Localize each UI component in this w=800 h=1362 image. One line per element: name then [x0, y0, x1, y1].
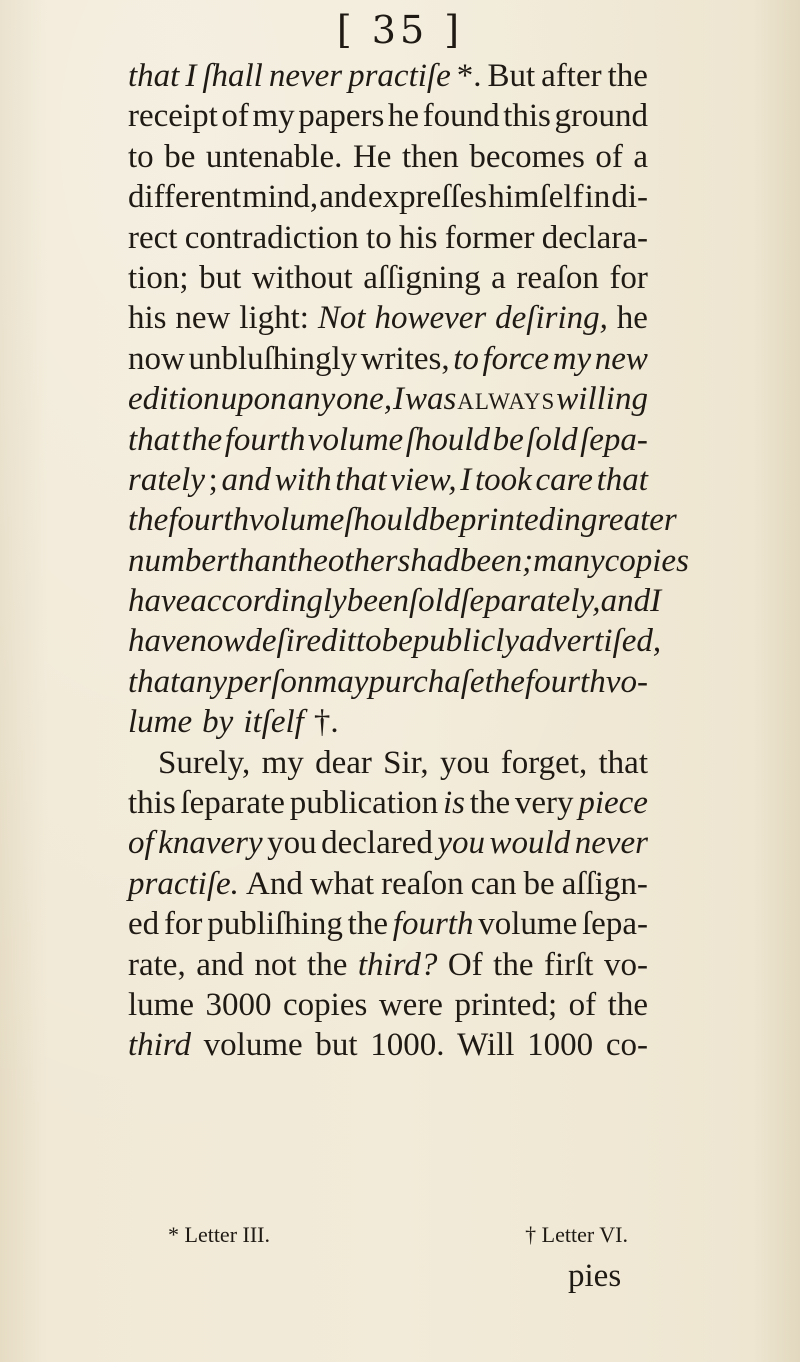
word: becomes	[469, 138, 585, 175]
word: be	[492, 421, 524, 458]
word: he	[616, 300, 648, 337]
word: the	[607, 986, 648, 1023]
word: aſſigning	[363, 259, 481, 296]
word: for	[163, 906, 203, 943]
word: ſhall	[202, 58, 263, 94]
word: you	[267, 825, 317, 862]
word: 1000.	[370, 1027, 445, 1064]
text-line	[128, 702, 648, 742]
word: the	[181, 421, 223, 458]
word: be	[428, 502, 460, 539]
text-line	[128, 945, 648, 985]
word: this	[503, 98, 551, 135]
word: the	[128, 502, 169, 539]
word: to	[366, 219, 392, 256]
word: publication	[289, 785, 439, 822]
word: new	[594, 340, 648, 377]
word: himſelf	[488, 179, 584, 216]
page-number: [ 35 ]	[336, 8, 464, 52]
word: of	[595, 138, 623, 175]
word: my	[552, 340, 592, 377]
text-line	[128, 864, 648, 904]
word: took	[474, 461, 532, 498]
word: untenable.	[205, 138, 343, 175]
word: †.	[313, 704, 339, 741]
word: to	[355, 623, 382, 660]
word: papers	[298, 98, 385, 135]
word: be	[381, 623, 413, 660]
word: accordingly	[190, 583, 347, 620]
word: the	[607, 58, 648, 94]
word: have	[128, 583, 191, 620]
word: ſeparately,	[460, 583, 601, 620]
word: fourth	[168, 502, 250, 539]
word: that	[598, 744, 648, 781]
word: and	[221, 461, 272, 498]
word: very	[514, 785, 574, 822]
word: in	[555, 502, 581, 539]
word: that	[596, 461, 648, 498]
word: contradiction	[184, 219, 359, 256]
word: and	[600, 583, 651, 620]
word: expreſſes	[368, 179, 488, 216]
word: that	[128, 421, 180, 458]
word: a	[633, 138, 648, 175]
word: publicly	[412, 623, 520, 660]
word: been	[346, 583, 409, 620]
word: former	[444, 219, 535, 256]
word: unbluſhingly	[188, 340, 358, 377]
text-line	[128, 985, 648, 1025]
word: the	[493, 946, 534, 983]
word: Sir,	[383, 744, 429, 781]
word: you	[437, 825, 486, 862]
word: was	[404, 381, 457, 418]
word: third?	[357, 946, 438, 983]
text-line	[128, 379, 648, 419]
text-line	[128, 177, 648, 217]
footnote-letter-iii: * Letter III.	[168, 1222, 270, 1247]
word: mind,	[242, 179, 319, 216]
body-text	[128, 56, 689, 1066]
word: by	[202, 704, 234, 741]
word: of	[568, 986, 597, 1023]
text-line	[128, 56, 648, 96]
word: not	[254, 946, 297, 983]
text-line	[128, 258, 648, 298]
word: be	[164, 138, 196, 175]
word: copies	[604, 542, 689, 579]
word: a	[491, 259, 506, 296]
word: 1000	[527, 1027, 594, 1064]
word: would	[489, 825, 571, 862]
text-line	[128, 783, 648, 823]
word: his	[128, 300, 167, 337]
word: and	[319, 179, 367, 216]
text-line	[128, 823, 648, 863]
word: but	[315, 1027, 358, 1064]
word: lume	[128, 986, 194, 1023]
word: rately	[128, 461, 205, 498]
word: any	[179, 663, 228, 700]
word: deſiring,	[495, 300, 608, 337]
word: firſt	[543, 946, 594, 983]
word: forget,	[500, 744, 588, 781]
word: you	[439, 744, 490, 781]
word: publiſhing	[207, 906, 343, 943]
word: ſepa-	[580, 421, 648, 458]
word: I	[460, 461, 472, 498]
word: but	[199, 259, 242, 296]
word: practiſe	[348, 58, 451, 94]
word: he	[387, 98, 420, 135]
text-line	[128, 137, 648, 177]
word: it	[337, 623, 356, 660]
word: ſhould	[405, 421, 491, 458]
word: knavery	[158, 825, 263, 862]
text-line	[128, 743, 648, 783]
word: found	[422, 98, 500, 135]
word: fourth	[224, 421, 306, 458]
word: force	[482, 340, 550, 377]
word: third	[128, 1027, 191, 1064]
word: can	[470, 865, 517, 902]
word: had	[410, 542, 460, 579]
word: ſeparate	[180, 785, 285, 822]
word: without	[251, 259, 353, 296]
word: 3000	[205, 986, 272, 1023]
word: And	[245, 865, 303, 902]
text-line	[128, 621, 662, 661]
word: edition	[128, 381, 220, 418]
word: I	[185, 58, 197, 94]
text-line	[128, 904, 648, 944]
word: reaſon	[516, 259, 599, 296]
word: Of	[447, 946, 483, 983]
word: vo-	[603, 946, 648, 983]
text-line	[128, 298, 648, 338]
word: the	[347, 906, 388, 943]
word: declared	[321, 825, 433, 862]
word: deſired	[245, 623, 338, 660]
word: never	[268, 58, 343, 94]
word: of	[221, 98, 249, 135]
word: then	[401, 138, 459, 175]
word: ed	[128, 906, 160, 943]
word: been;	[459, 542, 534, 579]
word: volume	[478, 906, 578, 943]
word: receipt	[128, 98, 218, 135]
word: what	[309, 865, 375, 902]
word: that	[128, 58, 180, 94]
word: Not	[317, 300, 366, 337]
word: the	[469, 785, 511, 822]
word: printed;	[454, 986, 558, 1023]
word: in	[584, 179, 611, 216]
word: for	[609, 259, 648, 296]
word: many	[533, 542, 605, 579]
word: however	[374, 300, 487, 337]
text-line	[128, 460, 648, 500]
word: care	[535, 461, 593, 498]
text-line	[128, 420, 648, 460]
word: perſon	[227, 663, 314, 700]
word: aſſign-	[561, 865, 648, 902]
word: willing	[556, 381, 648, 418]
word: never	[574, 825, 648, 862]
word: vo-	[605, 663, 648, 700]
word: number	[128, 542, 229, 579]
word: ſhould	[344, 502, 429, 539]
word: piece	[578, 785, 648, 822]
word: volume	[203, 1027, 303, 1064]
word: volume	[307, 421, 404, 458]
word: now	[128, 340, 185, 377]
word: the	[484, 663, 525, 700]
word: this	[128, 785, 176, 822]
text-line	[128, 96, 648, 136]
word: ſepa-	[582, 906, 648, 943]
word: di-	[611, 179, 648, 216]
word: and	[196, 946, 244, 983]
word: But	[487, 58, 536, 94]
word: ;	[208, 461, 218, 498]
word: upon	[220, 381, 287, 418]
word: reaſon	[381, 865, 464, 902]
word: may	[313, 663, 369, 700]
word: be	[523, 865, 555, 902]
word: new	[175, 300, 231, 337]
word: with	[274, 461, 332, 498]
text-line	[128, 218, 648, 258]
word: than	[228, 542, 288, 579]
word: ſold	[526, 421, 578, 458]
text-line	[128, 662, 648, 702]
word: have	[128, 623, 191, 660]
word: his	[398, 219, 438, 256]
word: greater	[580, 502, 677, 539]
word: ground	[554, 98, 648, 135]
word: dear	[315, 744, 372, 781]
word: my	[261, 744, 304, 781]
word: itſelf	[243, 704, 304, 741]
word: I	[393, 381, 405, 418]
word: *.	[456, 58, 482, 94]
text-line	[128, 541, 689, 581]
word: co-	[605, 1027, 648, 1064]
text-line	[128, 1025, 648, 1065]
word: rate,	[128, 946, 186, 983]
word: always	[457, 381, 556, 418]
word: different	[128, 179, 242, 216]
word: ſold	[409, 583, 461, 620]
word: practiſe.	[128, 865, 239, 902]
word: the	[307, 946, 348, 983]
word: view,	[390, 461, 457, 498]
word: is	[442, 785, 465, 822]
footnotes	[168, 1222, 628, 1248]
word: lume	[128, 704, 193, 741]
word: of	[128, 825, 154, 862]
text-line	[128, 500, 677, 540]
word: light:	[239, 300, 309, 337]
word: rect	[128, 219, 178, 256]
word: I	[650, 583, 662, 620]
word: printed	[459, 502, 556, 539]
word: writes,	[360, 340, 450, 377]
word: the	[287, 542, 328, 579]
word: volume	[249, 502, 345, 539]
text-line	[128, 339, 648, 379]
text-line	[128, 581, 662, 621]
word: fourth	[525, 663, 606, 700]
word: purchaſe	[368, 663, 485, 700]
word: that	[335, 461, 387, 498]
word: to	[128, 138, 154, 175]
word: Surely,	[158, 744, 251, 781]
word: He	[352, 138, 392, 175]
word: were	[378, 986, 443, 1023]
word: to	[453, 340, 479, 377]
footnote-letter-vi: † Letter VI.	[525, 1222, 628, 1247]
word: declara-	[541, 219, 648, 256]
word: one,	[336, 381, 393, 418]
word: fourth	[392, 906, 474, 943]
word: others	[327, 542, 411, 579]
catchword: pies	[568, 1258, 622, 1294]
word: tion;	[128, 259, 189, 296]
word: after	[541, 58, 602, 94]
word: advertiſed,	[519, 623, 662, 660]
word: any	[287, 381, 336, 418]
word: my	[252, 98, 295, 135]
word: Will	[457, 1027, 515, 1064]
word: that	[128, 663, 180, 700]
word: copies	[283, 986, 368, 1023]
word: now	[190, 623, 246, 660]
